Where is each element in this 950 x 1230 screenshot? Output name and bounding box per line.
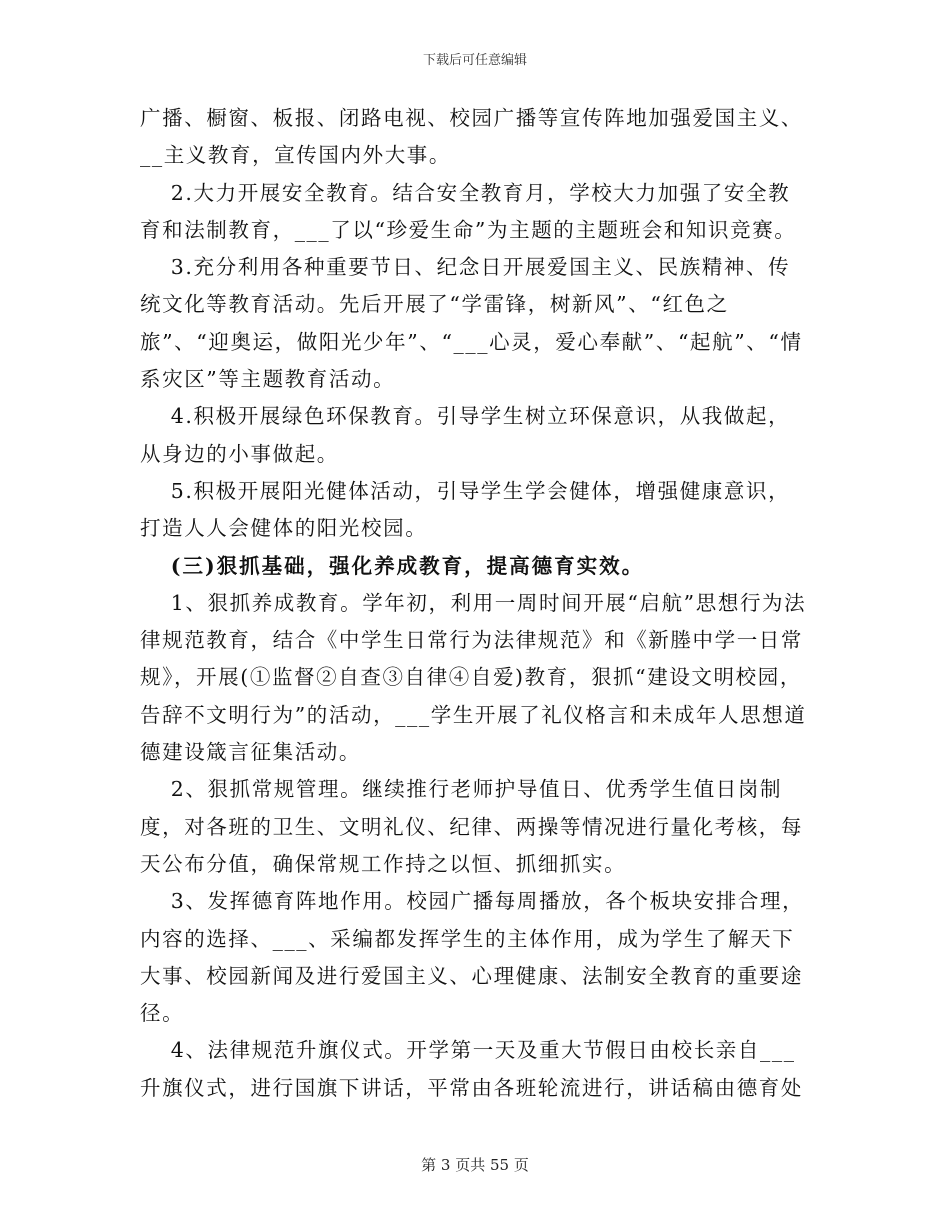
section-heading: (三)狠抓基础，强化养成教育，提高德育实效。 bbox=[170, 553, 645, 578]
paragraph-9: 3、发挥德育阵地作用。校园广播每周播放，各个板块安排合理，内容的选择、___、采编都发挥学生的主体作用，成为学生了解天下大事、校园新闻及进行爱国主义、心理健康、法制安全教育的重要途径。 bbox=[140, 889, 805, 1026]
paragraph-2: 2.大力开展安全教育。结合安全教育月，学校大力加强了安全教育和法制教育，___了以“珍爱生命”为主题的主题班会和知识竞赛。 bbox=[140, 180, 797, 242]
paragraph-3: 3.充分利用各种重要节日、纪念日开展爱国主义、民族精神、传统文化等教育活动。先后开展了“学雷锋，树新风”、“红色之旅”、“迎奥运，做阳光少年”、“___心灵，爱心奉献”、“起航”、“情系灾区”等主题教育活动。 bbox=[140, 255, 803, 392]
paragraph-4: 4.积极开展绿色环保教育。引导学生树立环保意识，从我做起，从身边的小事做起。 bbox=[140, 404, 791, 466]
paragraph-10: 4、法律规范升旗仪式。开学第一天及重大节假日由校长亲自___升旗仪式，进行国旗下讲话，平常由各班轮流进行，讲话稿由德育处 bbox=[140, 1038, 803, 1100]
paragraph-5: 5.积极开展阳光健体活动，引导学生学会健体，增强健康意识，打造人人会健体的阳光校园。 bbox=[140, 478, 791, 541]
page-header: 下载后可任意编辑 bbox=[422, 53, 527, 68]
paragraph-8: 2、狠抓常规管理。继续推行老师护导值日、优秀学生值日岗制度，对各班的卫生、文明礼仪、纪律、两操等情况进行量化考核，每天公布分值，确保常规工作持之以恒、抓细抓实。 bbox=[140, 777, 803, 876]
document-body bbox=[140, 100, 812, 1107]
page-footer: 第 3 页共 55 页 bbox=[421, 1156, 529, 1174]
paragraph-1: 广播、橱窗、板报、闭路电视、校园广播等宣传阵地加强爱国主义、__主义教育，宣传国内外大事。 bbox=[140, 106, 803, 168]
paragraph-7: 1、狠抓养成教育。学年初，利用一周时间开展“启航”思想行为法律规范教育，结合《中学生日常行为法律规范》和《新塍中学一日常规》，开展(①监督②自查③自律④自爱)教育，狠抓“建设文明校园，告辞不文明行为”的活动，___学生开展了礼仪格言和未成年人思想道德建设箴言征集活动。 bbox=[140, 590, 807, 765]
